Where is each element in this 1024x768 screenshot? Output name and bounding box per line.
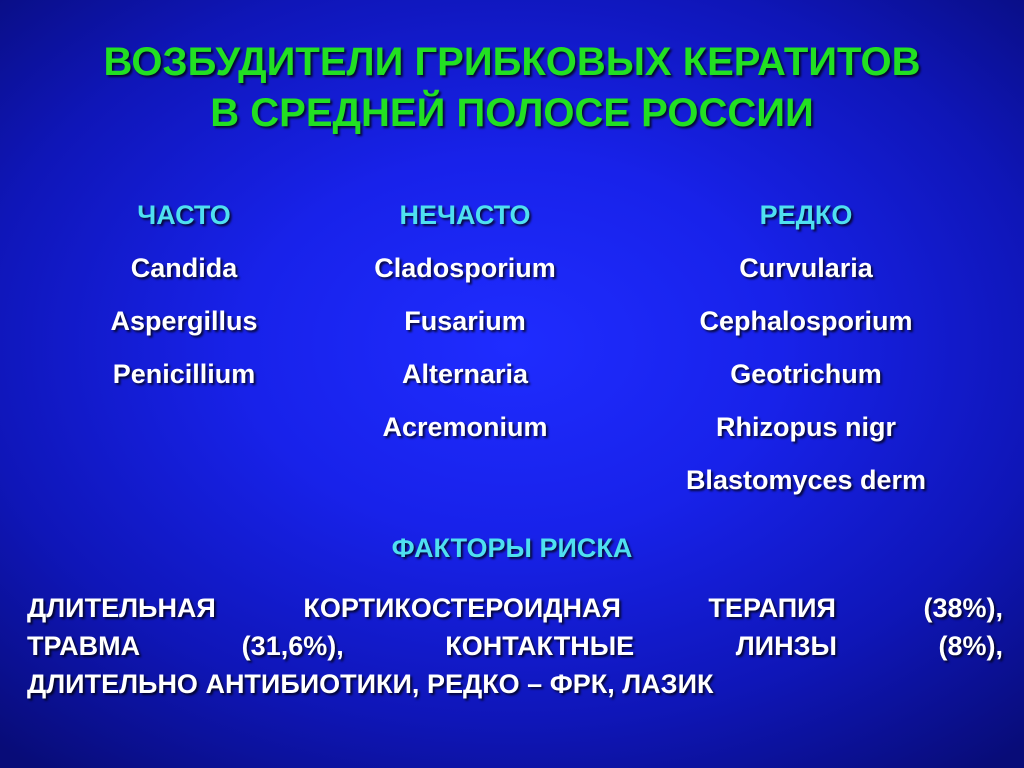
- risk-factors-text: [27, 589, 1003, 703]
- pathogen-item: Curvularia: [739, 253, 873, 283]
- pathogen-item: Fusarium: [404, 306, 526, 336]
- slide-title-line-2: В СРЕДНЕЙ ПОЛОСЕ РОССИИ: [210, 91, 814, 135]
- column-rare: [630, 194, 982, 512]
- column-frequent-header: ЧАСТО: [137, 200, 231, 230]
- pathogen-item: Geotrichum: [730, 359, 882, 389]
- column-rare-header: РЕДКО: [759, 200, 853, 230]
- pathogen-item: Alternaria: [401, 359, 529, 389]
- pathogen-item: Rhizopus nigr: [716, 412, 896, 442]
- pathogen-item: Penicillium: [112, 359, 256, 389]
- slide-title: [0, 37, 1024, 139]
- column-frequent: [72, 194, 296, 406]
- pathogen-item: Blastomyces derm: [685, 465, 927, 495]
- pathogen-item: Aspergillus: [110, 306, 258, 336]
- risk-factors-line-3: ДЛИТЕЛЬНО АНТИБИОТИКИ, РЕДКО – ФРК, ЛАЗИК: [27, 669, 714, 699]
- column-uncommon: [330, 194, 600, 459]
- slide-title-line-1: ВОЗБУДИТЕЛИ ГРИБКОВЫХ КЕРАТИТОВ: [103, 40, 921, 84]
- column-uncommon-header: НЕЧАСТО: [399, 200, 531, 230]
- pathogen-item: Acremonium: [382, 412, 548, 442]
- risk-factors-line-1: ДЛИТЕЛЬНАЯ КОРТИКОСТЕРОИДНАЯ ТЕРАПИЯ (38%),: [27, 593, 1003, 623]
- pathogen-item: Cephalosporium: [699, 306, 913, 336]
- pathogen-columns: [0, 194, 1024, 514]
- risk-factors-header: ФАКТОРЫ РИСКА: [391, 533, 633, 563]
- pathogen-item: Candida: [130, 253, 238, 283]
- pathogen-item: Cladosporium: [374, 253, 556, 283]
- risk-factors-line-2: ТРАВМА (31,6%), КОНТАКТНЫЕ ЛИНЗЫ (8%),: [27, 631, 1003, 661]
